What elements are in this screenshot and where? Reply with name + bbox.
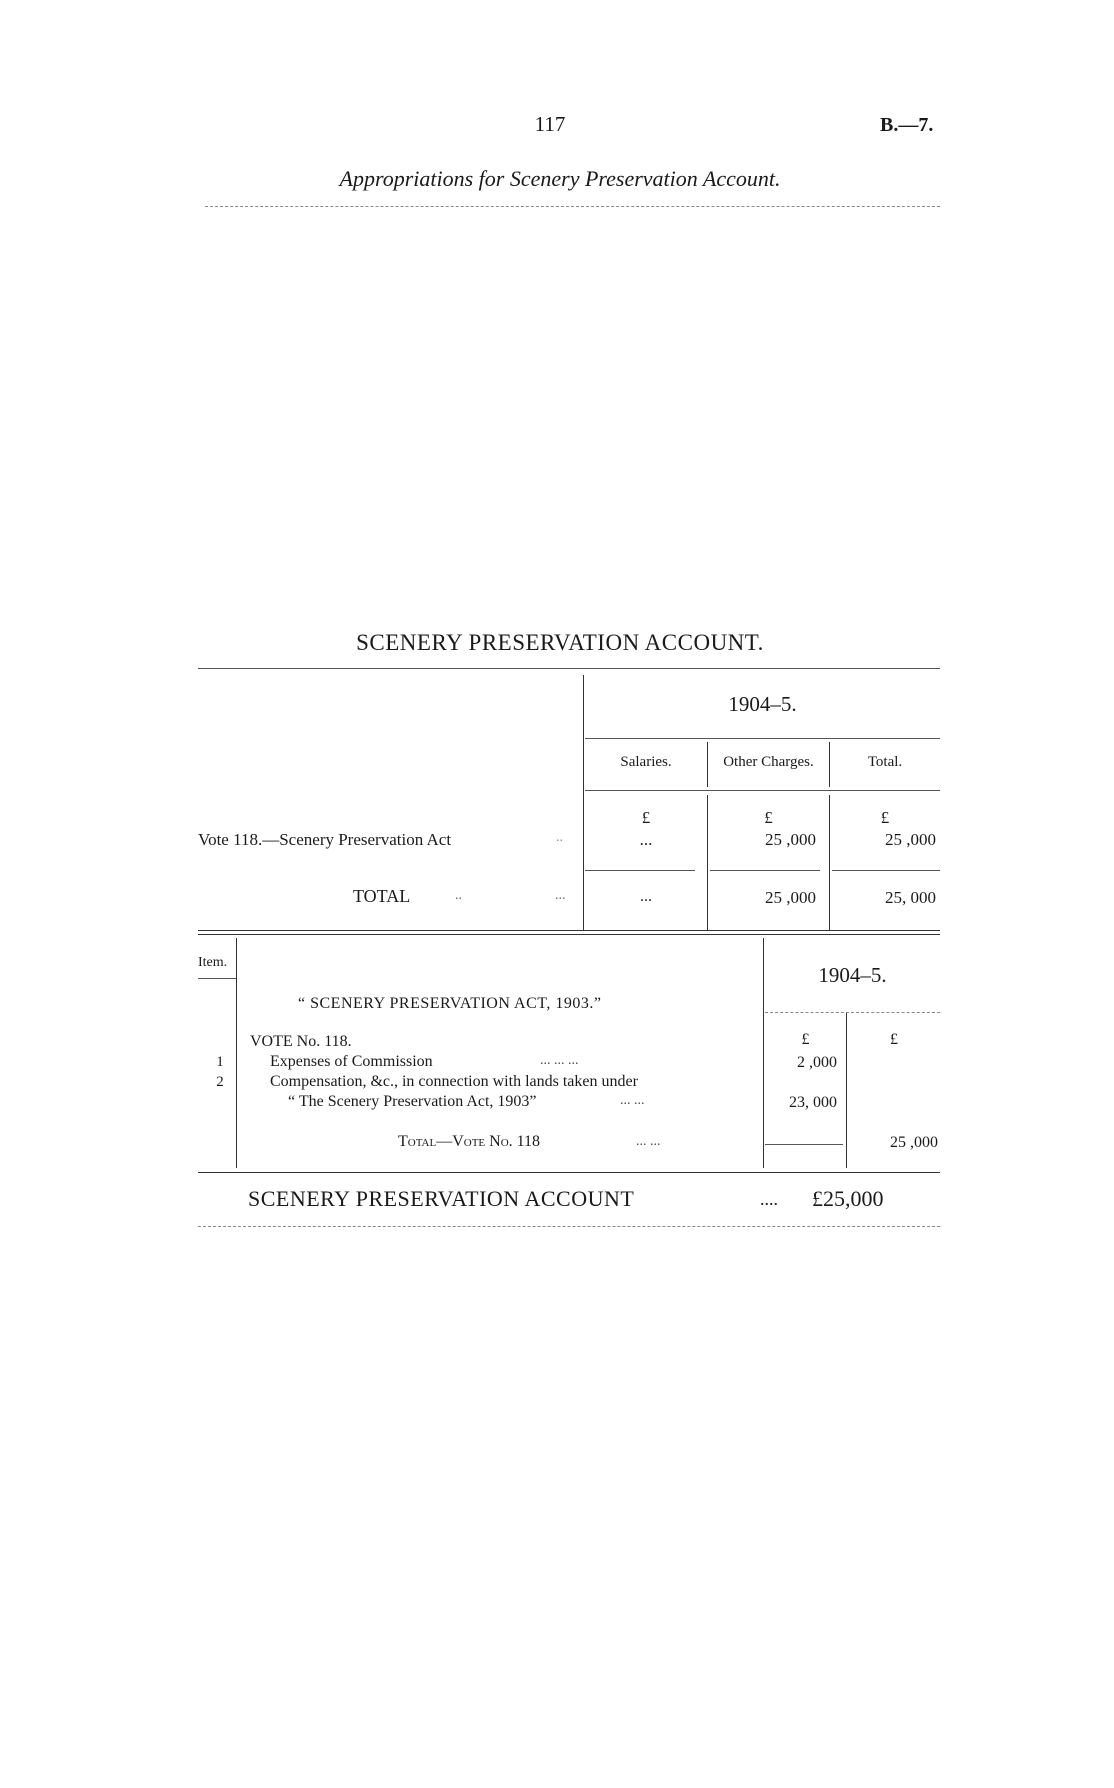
item-1-leader: ... ... ...	[540, 1053, 579, 1068]
item-2-text-continued: “ The Scenery Preservation Act, 1903”	[288, 1093, 537, 1110]
column-header-total: Total.	[867, 754, 903, 770]
detail-currency-1: £	[801, 1031, 810, 1048]
amount-col-divider	[763, 938, 764, 1168]
total-row-label: TOTAL	[353, 886, 411, 906]
column-header-salaries: Salaries.	[620, 754, 672, 770]
total-row-total: 25, 000	[885, 888, 936, 907]
vote-row-salaries: ...	[639, 830, 653, 849]
item-1-number: 1	[216, 1054, 224, 1070]
detail-year-rule	[765, 1012, 940, 1013]
item-2-number: 2	[216, 1074, 224, 1090]
vote-row-total: 25 ,000	[885, 830, 936, 849]
item-column-header: Item.	[198, 955, 228, 970]
detail-bottom-rule	[198, 1172, 940, 1173]
year-rule	[585, 738, 940, 739]
detail-year-heading: 1904–5.	[818, 963, 887, 987]
summary-col-divider	[583, 675, 584, 930]
item-2-leader: ... ...	[620, 1093, 645, 1108]
page-subtitle: Appropriations for Scenery Preservation Account.	[339, 166, 781, 191]
account-summary-amount: £25,000	[812, 1186, 884, 1211]
vote-row-label: Vote 118.—Scenery Preservation Act	[198, 830, 452, 849]
summary-year-heading: 1904–5.	[728, 692, 797, 716]
summary-title: SCENERY PRESERVATION ACCOUNT.	[356, 630, 764, 655]
column-header-other-charges: Other Charges.	[723, 754, 814, 770]
vote-row-other-charges: 25 ,000	[765, 830, 816, 849]
vote-total-rule	[765, 1144, 843, 1145]
summary-bottom-rule-1	[198, 930, 940, 931]
item-2-amount: 23, 000	[789, 1094, 837, 1111]
item-2-text: Compensation, &c., in connection with lands taken under	[270, 1073, 638, 1090]
document-reference: B.—7.	[880, 114, 934, 136]
subtotal-rule-2	[710, 870, 820, 871]
total-row-leader-1: ..	[455, 888, 462, 903]
total-row-other-charges: 25 ,000	[765, 888, 816, 907]
vote-total-amount: 25 ,000	[890, 1134, 938, 1151]
total-row-salaries: ...	[640, 888, 652, 905]
currency-total: £	[880, 808, 890, 827]
vote-total-leader: ... ...	[636, 1134, 661, 1149]
item-1-text: Expenses of Commission	[270, 1053, 433, 1070]
currency-other-charges: £	[764, 808, 773, 827]
footer-rule	[198, 1226, 940, 1227]
account-summary-leader: ....	[760, 1189, 778, 1209]
vote-number: VOTE No. 118.	[250, 1033, 352, 1050]
item-header-rule	[198, 978, 236, 979]
subtotal-rule-3	[832, 870, 940, 871]
vote-row-leader: ..	[556, 830, 563, 845]
summary-bottom-rule-2	[198, 934, 940, 935]
total-row-leader-2: ...	[555, 888, 566, 903]
vote-total-label: Total—Vote No. 118	[398, 1133, 541, 1150]
header-rule	[205, 206, 940, 207]
detail-currency-2: £	[890, 1031, 898, 1048]
currency-salaries: £	[641, 808, 651, 827]
item-1-amount: 2 ,000	[797, 1054, 837, 1071]
summary-top-rule	[198, 668, 940, 669]
account-summary-label: SCENERY PRESERVATION ACCOUNT	[248, 1186, 635, 1211]
column-header-rule	[585, 790, 940, 791]
page-number: 117	[534, 112, 566, 136]
act-title: “ SCENERY PRESERVATION ACT, 1903.”	[298, 995, 602, 1012]
item-col-divider	[236, 938, 237, 1168]
subtotal-rule-1	[585, 870, 695, 871]
inner-amount-divider	[846, 1012, 847, 1168]
